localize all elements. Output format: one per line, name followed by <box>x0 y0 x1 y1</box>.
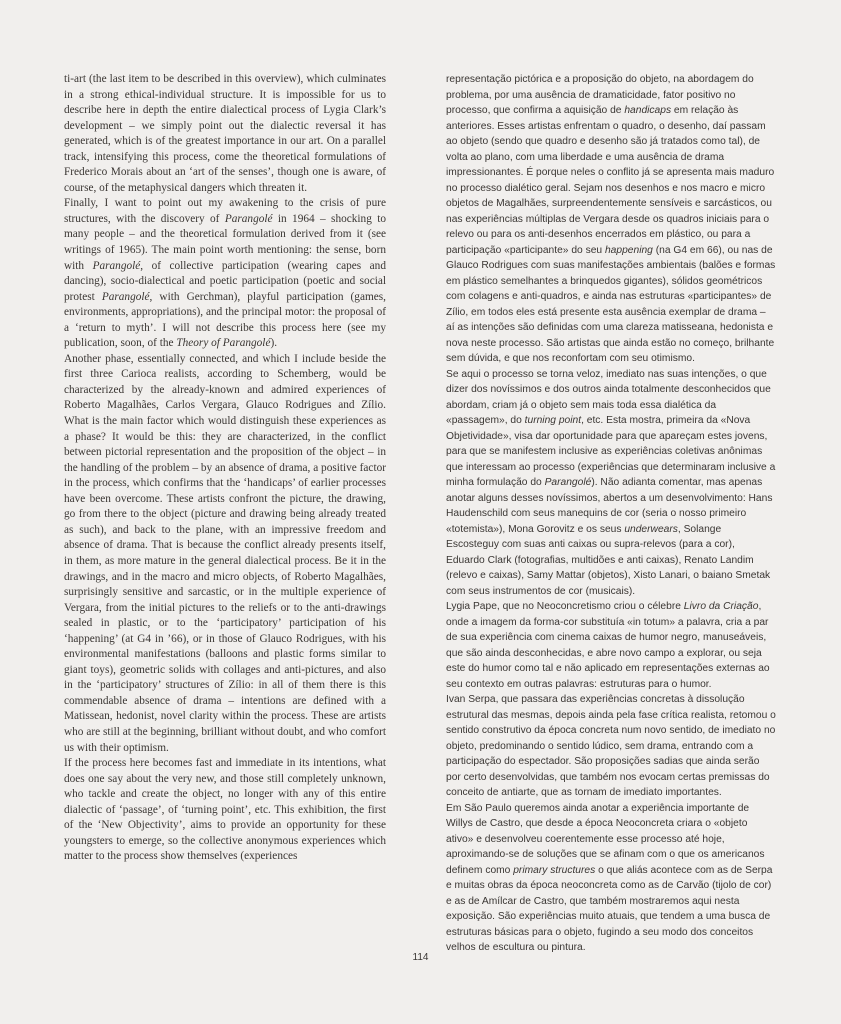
paragraph <box>64 756 386 865</box>
text-run: If the process here becomes fast and immediate in its intentions, what does one say about the very new, and those still completely unknown, who tackle and create the object, no longer with any of this entire dialectic of ‘passage’, of ‘turning point’, etc. This exhibition, the first of the ‘New Objectivity’, aims to provide an opportunity for these youngsters to emerge, so the collective anonymous experiences which matter to the process show themselves (experiences <box>64 757 386 863</box>
text-run: (na G4 em 66), ou nas de Glauco Rodrigues com suas manifestações ambientais (balões e formas em plástico semelhantes a brinquedos gigantes), sólidos geométricos com colagens e anti-quadros, e ainda nas estruturas «participantes» de Zílio, em todos eles está presente esta ausência exemplar de drama – aí as intenções são definidas com uma clareza matisseana, hedonista e nova neste processo. São artistas que ainda estão no começo, brilhante sem dúvida, e que nos reconfortam com seu otimismo. <box>446 244 776 364</box>
text-run: Finally, I want to point out my awakening to the crisis of pure structures, with the discovery of <box>64 197 386 225</box>
paragraph <box>446 801 776 956</box>
text-run: , onde a imagem da forma-cor substituía «in totum» a palavra, cria a par de sua experiência com cinema caixas de humor negro, manuseáveis, que são ainda desconhecidas, e abre novo campo a explorar, ou seja este do humor como tal e não aplicado em representações externas ao seu contexto em outras palavras: estruturas para o humor. <box>446 601 770 690</box>
italic-term: Livro da Criação <box>683 601 759 612</box>
text-run: Se aqui o processo se torna veloz, imediato nas suas intenções, o que dizer dos novíssimos e dos outros ainda totalmente desconhecidos que abordam, criam já o objeto sem mais toda essa dialética da «passagem», do <box>446 368 771 426</box>
text-run: Ivan Serpa, que passara das experiências concretas à dissolução estrutural das mesmas, depois ainda pela fase crítica realista, retomou o sentido construtivo da época concreta num novo sentido, de imediato no objeto, predominando o sentido lúdico, sem drama, entrando com a participação do espectador. São proposições sadias que ainda serão por certo desenvolvidas, que também nos evocam certas premissas do conceito de antiarte, que as tornam de imediato importantes. <box>446 694 776 798</box>
italic-term: Theory of Parangolé <box>176 337 271 350</box>
text-run: in 1964 – shocking to many people – and the theoretical formulation derived from it (see writings of 1965). The main point worth mentioning: the sense, born with <box>64 212 386 272</box>
text-run: , with Gerchman), playful participation (games, environments, appropriations), and the principal motor: the proposal of a ‘return to myth’. I will not describe this process here (see my publication, soon, of the <box>64 290 386 350</box>
paragraph <box>446 72 776 367</box>
text-run: Lygia Pape, que no Neoconcretismo criou o célebre <box>446 601 684 612</box>
text-run: em relação às anteriores. Esses artistas enfrentam o quadro, o desenho, daí passam ao objeto (sendo que quadro e desenho são já tratados como tal), de volta ao plano, com uma liberdade e uma ausência de drama impressionantes. É porque neles o conflito já se apresenta mais maduro no processo dialético geral. Sejam nos desenhos e nos macro e micro objetos de Magalhães, surpreendentemente sensíveis e sarcásticos, ou nas experiências múltiplas de Vergara desde os quadros iniciais para o relevo ou para os anti-desenhos encerrados em plástico, ou para a participação «participante» do seu <box>446 105 775 256</box>
page-number: 114 <box>412 952 429 963</box>
paragraph <box>446 367 776 600</box>
italic-term: primary structures <box>513 864 596 876</box>
paragraph <box>446 692 776 801</box>
italic-term: happening <box>604 244 653 256</box>
text-run: , etc. Esta mostra, primeira da «Nova Objetividade», visa dar oportunidade para que apareçam estes jovens, para que se manifestem inclusive as experiências coletivas anônimas que interessam ao processo (experiências que determinaram inclusive a minha formulação do <box>446 415 776 488</box>
paragraph <box>64 352 386 756</box>
italic-term: underwears <box>624 523 678 535</box>
paragraph <box>64 72 386 196</box>
italic-term: Parangolé <box>544 477 592 488</box>
text-run: Em São Paulo queremos ainda anotar a experiência importante de Willys de Castro, que desde a época Neoconcreta criara o «objeto ativo» e desenvolveu coerentemente esse processo até hoje, aproximando-se de soluções que se afinam com o que os americanos definem como <box>446 802 765 876</box>
text-run: o que aliás acontece com as de Serpa e muitas obras da época neoconcreta como as de Carvão (tijolo de cor) e as de Amílcar de Castro, que também mostraremos aqui nesta exposição. São experiências muito atuais, que tendem a uma busca de estruturas básicas para o objeto, fugindo a seu modo dos conceitos velhos de escultura ou pintura. <box>446 864 773 953</box>
text-run: , of collective participation (wearing capes and dancing), socio-dialectical and poetic participation (poetic and social protest <box>64 259 386 303</box>
text-run: ). <box>270 337 278 350</box>
text-run: ). Não adianta comentar, mas apenas anotar alguns desses novíssimos, abertos a um desenvolvimento: Hans Haudenschild com seus manequins de cor (seria o nosso primeiro «totemista»), Mona Gorovitz e os seus <box>446 477 773 535</box>
text-run: , Solange Escosteguy com suas anti caixas ou supra-relevos (para a cor), Eduardo Clark (fotografias, multidões e anti caixas), Renato Landim (relevo e caixas), Samy Mattar (objetos), Xisto Lanari, o baiano Smetak com seus instrumentos de cor (musicais). <box>446 523 771 597</box>
italic-term: handicaps <box>624 105 672 116</box>
italic-term: turning point <box>524 415 582 426</box>
text-run: Another phase, essentially connected, and which I include beside the first three Carioca realists, according to Schemberg, would be characterized by the already-known and admired experiences of Roberto Magalhães, Carlos Vergara, Glauco Rodrigues and Zílio. What is the main factor which would distinguish these experiences as a phase? It would be this: they are characterized, in the conflict between pictorial representation and the proposition of the object – in the handling of the problem – by an absence of drama, a positive factor in the process, which confirms that the ‘handicaps’ of earlier processes have been overcome. These artists confront the picture, the drawing, go from there to the object (picture and drawing being already treated as such), and back to the plane, with an impressive freedom and absence of drama. That is because the conflict already presents itself, in them, as more mature in the general dialectical process. Be it in the drawings, and in the macro and micro objects, of Roberto Magalhães, surprisingly sensitive and sarcastic, or in the multiple experience of Vergara, from the initial pictures to the reliefs or to the anti-drawings sealed in plastic, or to the ‘participatory’ participation of his ‘happening’ (at G4 in ’66), or in those of Glauco Rodrigues, with his environmental manifestations (balloons and plastic forms similar to giant toys), geometric solids with collages and anti-pictures, and also in the ‘participatory’ structures of Zílio: in all of them there is this commendable absence of drama – intentions are defined with a Matissean, hedonist, novel clarity within the process. These are artists who are still at the beginning, brilliant without doubt, and who comfort us with their optimism. <box>64 352 386 754</box>
text-run: representação pictórica e a proposição do objeto, na abordagem do problema, por uma ausência de dramaticidade, fator positivo no processo, que confirma a aquisição de <box>446 74 754 116</box>
portuguese-text-column <box>446 72 776 956</box>
paragraph <box>64 196 386 351</box>
italic-term: Parangolé <box>224 212 273 225</box>
italic-term: Parangolé <box>101 290 150 303</box>
english-text-column <box>64 72 386 865</box>
paragraph <box>446 599 776 692</box>
italic-term: Parangolé <box>92 259 141 272</box>
text-run: ti-art (the last item to be described in this overview), which culminates in a strong ethical-individual structure. It is impossible for us to describe here in depth the entire dialectical process of Lygia Clark’s development – we simply point out the dialectic reversal it has generated, which is of the greatest importance in our art. On a parallel track, intensifying this process, come the theoretical formulations of Frederico Morais about an ‘art of the senses’, though one is aware, of course, of the metaphysical dangers which threaten it. <box>64 73 386 194</box>
